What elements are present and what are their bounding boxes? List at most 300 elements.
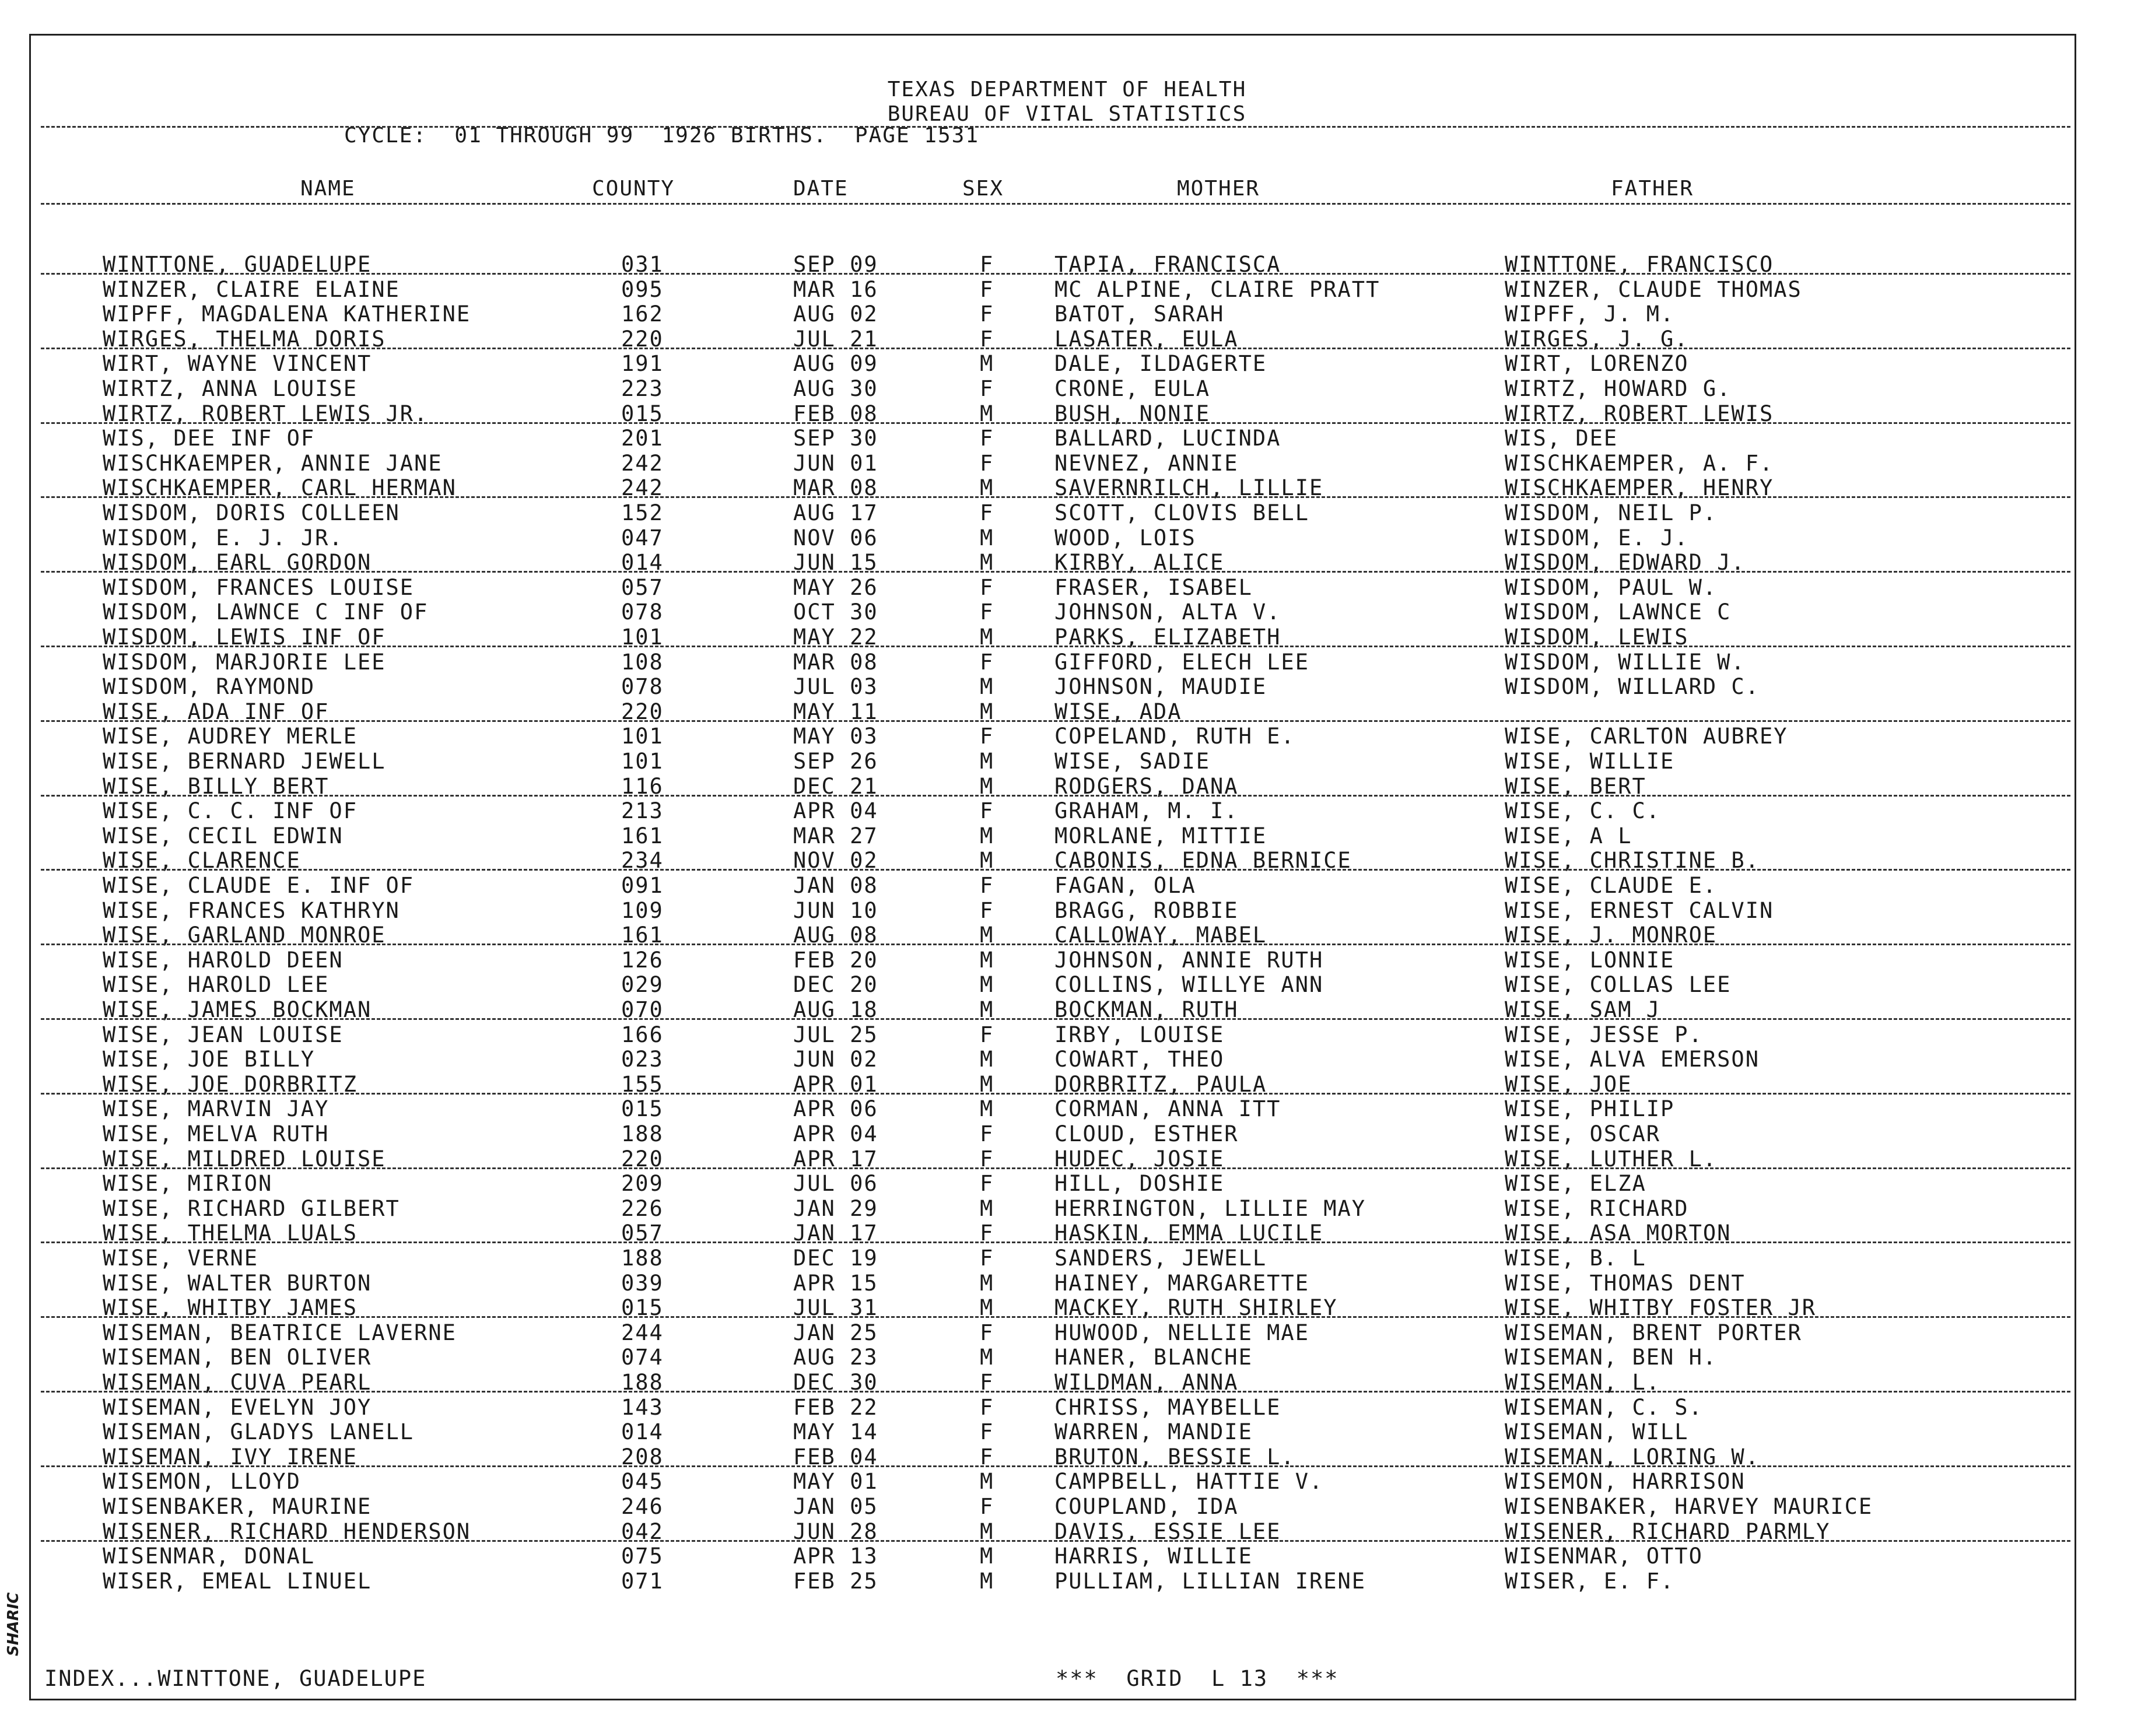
cell-mother: CLOUD, ESTHER: [1054, 1121, 1239, 1146]
table-row: [0, 873, 2134, 898]
cell-mother: MC ALPINE, CLAIRE PRATT: [1054, 276, 1380, 302]
cell-father: WISE, ASA MORTON: [1505, 1221, 1732, 1246]
cell-date: OCT 30: [793, 599, 878, 625]
table-row: [0, 1271, 2134, 1296]
cell-date: MAR 16: [793, 276, 878, 302]
cell-name: WISE, AUDREY MERLE: [103, 724, 358, 749]
cell-name: WISEMAN, GLADYS LANELL: [103, 1419, 415, 1445]
cell-name: WISE, HAROLD LEE: [103, 972, 330, 998]
cell-father: WISE, CLAUDE E.: [1505, 873, 1718, 898]
cell-county: 209: [621, 1171, 664, 1197]
table-row: [0, 426, 2134, 451]
cell-sex: M: [980, 1345, 994, 1370]
cell-sex: F: [980, 376, 994, 401]
cell-county: 070: [621, 997, 664, 1022]
divider-top: [41, 126, 2070, 128]
cell-county: 242: [621, 450, 664, 476]
cell-father: WIRT, LORENZO: [1505, 351, 1689, 377]
cell-sex: M: [980, 1071, 994, 1097]
table-row: [0, 724, 2134, 749]
cell-name: WISE, VERNE: [103, 1246, 259, 1271]
cell-mother: CABONIS, EDNA BERNICE: [1054, 848, 1352, 874]
table-row: [0, 749, 2134, 774]
cell-father: WISDOM, LEWIS: [1505, 625, 1689, 650]
cell-mother: SAVERNRILCH, LILLIE: [1054, 475, 1324, 501]
cell-mother: COLLINS, WILLYE ANN: [1054, 972, 1324, 998]
cell-county: 074: [621, 1345, 664, 1370]
cell-name: WISE, WHITBY JAMES: [103, 1295, 358, 1321]
cell-name: WISE, BERNARD JEWELL: [103, 749, 386, 774]
cell-county: 091: [621, 873, 664, 898]
cell-mother: HUWOOD, NELLIE MAE: [1054, 1320, 1309, 1345]
cell-county: 226: [621, 1195, 664, 1221]
cell-sex: F: [980, 1494, 994, 1519]
cell-county: 042: [621, 1518, 664, 1544]
row-guide-line: [41, 720, 2070, 722]
cell-mother: WISE, SADIE: [1054, 749, 1211, 774]
cell-county: 223: [621, 376, 664, 401]
table-row: [0, 972, 2134, 997]
cell-name: WISE, JOE DORBRITZ: [103, 1071, 358, 1097]
cell-sex: F: [980, 724, 994, 749]
cell-county: 201: [621, 426, 664, 451]
table-row: [0, 1246, 2134, 1271]
cell-mother: MORLANE, MITTIE: [1054, 823, 1267, 848]
cell-sex: M: [980, 674, 994, 700]
cell-sex: M: [980, 848, 994, 874]
cell-sex: M: [980, 475, 994, 501]
cell-date: AUG 08: [793, 923, 878, 948]
table-row: [0, 525, 2134, 550]
cell-name: WISENER, RICHARD HENDERSON: [103, 1518, 471, 1544]
cell-mother: IRBY, LOUISE: [1054, 1022, 1225, 1047]
cell-name: WISE, MELVA RUTH: [103, 1121, 330, 1146]
cell-county: 014: [621, 550, 664, 576]
cell-date: JUN 28: [793, 1518, 878, 1544]
cell-mother: HILL, DOSHIE: [1054, 1171, 1225, 1197]
cell-father: WIPFF, J. M.: [1505, 301, 1675, 327]
cell-father: WISE, PHILIP: [1505, 1096, 1675, 1122]
row-guide-line: [41, 422, 2070, 424]
cell-name: WISDOM, RAYMOND: [103, 674, 316, 700]
cell-name: WIRTZ, ROBERT LEWIS JR.: [103, 401, 429, 426]
cell-date: AUG 17: [793, 500, 878, 525]
cell-date: JAN 08: [793, 873, 878, 898]
cell-sex: F: [980, 798, 994, 824]
cell-mother: LASATER, EULA: [1054, 326, 1239, 352]
cell-county: 015: [621, 1096, 664, 1122]
cell-name: WISDOM, FRANCES LOUISE: [103, 574, 415, 600]
cell-name: WISEMAN, IVY IRENE: [103, 1444, 358, 1470]
cell-date: DEC 19: [793, 1246, 878, 1271]
cell-date: AUG 02: [793, 301, 878, 327]
cell-father: WIRTZ, HOWARD G.: [1505, 376, 1732, 401]
cell-date: JUL 31: [793, 1295, 878, 1321]
cell-sex: M: [980, 773, 994, 799]
cell-date: FEB 20: [793, 947, 878, 973]
cell-mother: PULLIAM, LILLIAN IRENE: [1054, 1568, 1366, 1594]
cell-mother: BATOT, SARAH: [1054, 301, 1225, 327]
table-row: [0, 351, 2134, 376]
cell-father: WISENMAR, OTTO: [1505, 1544, 1703, 1569]
table-row: [0, 798, 2134, 823]
table-row: [0, 277, 2134, 302]
cell-county: 220: [621, 699, 664, 724]
table-row: [0, 1419, 2134, 1444]
cell-name: WISE, GARLAND MONROE: [103, 923, 386, 948]
cell-sex: F: [980, 426, 994, 451]
cell-sex: F: [980, 1320, 994, 1345]
cell-name: WISE, MILDRED LOUISE: [103, 1146, 386, 1172]
cell-name: WISEMAN, BEN OLIVER: [103, 1345, 372, 1370]
cell-sex: F: [980, 276, 994, 302]
cell-father: WISDOM, NEIL P.: [1505, 500, 1718, 525]
cell-county: 166: [621, 1022, 664, 1047]
table-row: [0, 1022, 2134, 1047]
cell-county: 220: [621, 326, 664, 352]
cell-date: JUL 03: [793, 674, 878, 700]
table-row: [0, 650, 2134, 675]
column-header-county: COUNTY: [592, 177, 675, 201]
cell-name: WISE, CLARENCE: [103, 848, 301, 874]
cell-sex: F: [980, 574, 994, 600]
cell-mother: HERRINGTON, LILLIE MAY: [1054, 1195, 1366, 1221]
cell-date: JUL 06: [793, 1171, 878, 1197]
bureau-title: BUREAU OF VITAL STATISTICS: [887, 102, 1247, 126]
cell-date: JAN 17: [793, 1221, 878, 1246]
table-row: [0, 1171, 2134, 1196]
cell-name: WISE, HAROLD DEEN: [103, 947, 344, 973]
cell-father: WISEMAN, WILL: [1505, 1419, 1689, 1445]
cell-county: 126: [621, 947, 664, 973]
cell-date: MAR 27: [793, 823, 878, 848]
cell-father: WISENBAKER, HARVEY MAURICE: [1505, 1494, 1873, 1519]
cell-name: WISDOM, LEWIS INF OF: [103, 625, 386, 650]
cell-father: WISENER, RICHARD PARMLY: [1505, 1518, 1831, 1544]
cell-sex: M: [980, 1544, 994, 1569]
cell-name: WISDOM, E. J. JR.: [103, 525, 344, 550]
cell-name: WISENMAR, DONAL: [103, 1544, 316, 1569]
table-row: [0, 575, 2134, 600]
table-row: [0, 1320, 2134, 1345]
cell-county: 015: [621, 401, 664, 426]
table-row: [0, 1544, 2134, 1569]
cell-name: WISEMAN, BEATRICE LAVERNE: [103, 1320, 457, 1345]
cell-mother: FAGAN, OLA: [1054, 873, 1196, 898]
cell-sex: M: [980, 749, 994, 774]
row-guide-line: [41, 496, 2070, 498]
cell-name: WISDOM, LAWNCE C INF OF: [103, 599, 429, 625]
cell-date: JUN 01: [793, 450, 878, 476]
cell-father: WISDOM, PAUL W.: [1505, 574, 1718, 600]
cell-father: WISEMAN, L.: [1505, 1370, 1661, 1395]
cell-father: WISE, THOMAS DENT: [1505, 1270, 1746, 1296]
cell-sex: M: [980, 1096, 994, 1122]
cell-date: JAN 25: [793, 1320, 878, 1345]
cell-county: 078: [621, 599, 664, 625]
cell-name: WISEMAN, EVELYN JOY: [103, 1394, 372, 1420]
cell-county: 108: [621, 649, 664, 675]
cell-name: WISE, JEAN LOUISE: [103, 1022, 344, 1047]
cell-sex: F: [980, 1171, 994, 1197]
row-guide-line: [41, 1241, 2070, 1243]
table-row: [0, 1047, 2134, 1072]
cell-county: 188: [621, 1121, 664, 1146]
cell-date: APR 01: [793, 1071, 878, 1097]
cell-date: MAY 26: [793, 574, 878, 600]
cell-date: MAR 08: [793, 475, 878, 501]
cell-mother: FRASER, ISABEL: [1054, 574, 1253, 600]
cell-sex: M: [980, 823, 994, 848]
cell-sex: F: [980, 252, 994, 277]
cell-mother: CALLOWAY, MABEL: [1054, 923, 1267, 948]
index-footer: INDEX...WINTTONE, GUADELUPE: [44, 1666, 427, 1691]
cell-father: WISDOM, E. J.: [1505, 525, 1689, 550]
cell-mother: SANDERS, JEWELL: [1054, 1246, 1267, 1271]
cell-county: 191: [621, 351, 664, 377]
cell-mother: COWART, THEO: [1054, 1047, 1225, 1072]
cell-father: WISE, ELZA: [1505, 1171, 1646, 1197]
cell-father: WISEMON, HARRISON: [1505, 1469, 1746, 1495]
cell-father: WISER, E. F.: [1505, 1568, 1675, 1594]
cell-mother: WOOD, LOIS: [1054, 525, 1196, 550]
cell-mother: COUPLAND, IDA: [1054, 1494, 1239, 1519]
table-row: [0, 898, 2134, 923]
cell-father: WISE, LONNIE: [1505, 947, 1675, 973]
cell-date: SEP 26: [793, 749, 878, 774]
cell-name: WIPFF, MAGDALENA KATHERINE: [103, 301, 471, 327]
cell-name: WISE, C. C. INF OF: [103, 798, 358, 824]
cell-name: WIRT, WAYNE VINCENT: [103, 351, 372, 377]
cell-county: 109: [621, 897, 664, 923]
cell-father: WISE, COLLAS LEE: [1505, 972, 1732, 998]
cell-name: WINTTONE, GUADELUPE: [103, 252, 372, 277]
cell-father: WISE, B. L: [1505, 1246, 1646, 1271]
cell-date: APR 06: [793, 1096, 878, 1122]
table-row: [0, 948, 2134, 973]
cell-sex: F: [980, 326, 994, 352]
cell-father: WISE, A L: [1505, 823, 1632, 848]
cell-father: WISDOM, WILLIE W.: [1505, 649, 1746, 675]
cell-mother: JOHNSON, MAUDIE: [1054, 674, 1267, 700]
cell-date: JAN 05: [793, 1494, 878, 1519]
cell-date: APR 04: [793, 798, 878, 824]
cell-date: JAN 29: [793, 1195, 878, 1221]
cell-father: WINZER, CLAUDE THOMAS: [1505, 276, 1802, 302]
table-row: [0, 451, 2134, 476]
agency-title: TEXAS DEPARTMENT OF HEALTH: [887, 78, 1247, 101]
divider-columns: [41, 203, 2070, 205]
cell-sex: F: [980, 1246, 994, 1271]
cell-county: 143: [621, 1394, 664, 1420]
cell-mother: BRAGG, ROBBIE: [1054, 897, 1239, 923]
cell-county: 116: [621, 773, 664, 799]
cell-father: WISE, OSCAR: [1505, 1121, 1661, 1146]
cell-date: APR 04: [793, 1121, 878, 1146]
cell-sex: F: [980, 1444, 994, 1470]
cell-date: AUG 23: [793, 1345, 878, 1370]
table-row: [0, 599, 2134, 625]
cell-sex: F: [980, 1146, 994, 1172]
cell-name: WISCHKAEMPER, ANNIE JANE: [103, 450, 443, 476]
cell-sex: M: [980, 550, 994, 576]
cell-county: 155: [621, 1071, 664, 1097]
cell-name: WIRTZ, ANNA LOUISE: [103, 376, 358, 401]
cell-name: WISE, MARVIN JAY: [103, 1096, 330, 1122]
cell-date: NOV 06: [793, 525, 878, 550]
cell-sex: M: [980, 1047, 994, 1072]
cell-mother: BRUTON, BESSIE L.: [1054, 1444, 1295, 1470]
cell-name: WISDOM, EARL GORDON: [103, 550, 372, 576]
cell-date: MAY 11: [793, 699, 878, 724]
cell-date: APR 13: [793, 1544, 878, 1569]
cell-county: 045: [621, 1469, 664, 1495]
cell-county: 101: [621, 625, 664, 650]
cell-mother: JOHNSON, ANNIE RUTH: [1054, 947, 1324, 973]
cell-sex: M: [980, 401, 994, 426]
cell-county: 246: [621, 1494, 664, 1519]
table-row: [0, 674, 2134, 699]
cell-sex: M: [980, 1518, 994, 1544]
cell-father: WIRGES, J. G.: [1505, 326, 1689, 352]
cell-date: APR 17: [793, 1146, 878, 1172]
cell-father: WISE, JOE: [1505, 1071, 1632, 1097]
cell-father: WISE, SAM J: [1505, 997, 1661, 1022]
cell-name: WISDOM, DORIS COLLEEN: [103, 500, 400, 525]
cell-father: WISDOM, WILLARD C.: [1505, 674, 1760, 700]
cell-mother: HASKIN, EMMA LUCILE: [1054, 1221, 1324, 1246]
cell-date: JUL 21: [793, 326, 878, 352]
cell-mother: CHRISS, MAYBELLE: [1054, 1394, 1281, 1420]
cell-father: WISE, WILLIE: [1505, 749, 1675, 774]
cell-name: WISCHKAEMPER, CARL HERMAN: [103, 475, 457, 501]
cell-sex: M: [980, 997, 994, 1022]
cell-mother: GIFFORD, ELECH LEE: [1054, 649, 1309, 675]
cell-sex: F: [980, 1394, 994, 1420]
cell-sex: F: [980, 649, 994, 675]
cell-date: FEB 08: [793, 401, 878, 426]
cell-sex: F: [980, 301, 994, 327]
cell-sex: M: [980, 972, 994, 998]
cell-mother: BUSH, NONIE: [1054, 401, 1211, 426]
cell-county: 039: [621, 1270, 664, 1296]
cell-name: WISE, JAMES BOCKMAN: [103, 997, 372, 1022]
cell-name: WISER, EMEAL LINUEL: [103, 1568, 372, 1594]
cell-father: WISEMAN, LORING W.: [1505, 1444, 1760, 1470]
cell-county: 031: [621, 252, 664, 277]
cell-county: 057: [621, 574, 664, 600]
cell-county: 023: [621, 1047, 664, 1072]
cell-father: WINTTONE, FRANCISCO: [1505, 252, 1774, 277]
table-row: [0, 1469, 2134, 1494]
cell-mother: RODGERS, DANA: [1054, 773, 1239, 799]
row-guide-line: [41, 348, 2070, 349]
row-guide-line: [41, 795, 2070, 797]
cell-father: WISE, CHRISTINE B.: [1505, 848, 1760, 874]
cell-mother: JOHNSON, ALTA V.: [1054, 599, 1281, 625]
table-row: [0, 1569, 2134, 1594]
cell-sex: M: [980, 1270, 994, 1296]
cell-father: WISE, RICHARD: [1505, 1195, 1689, 1221]
cell-date: JUN 02: [793, 1047, 878, 1072]
cell-sex: M: [980, 525, 994, 550]
cell-father: WISE, ERNEST CALVIN: [1505, 897, 1774, 923]
row-guide-line: [41, 1167, 2070, 1169]
cell-date: MAY 14: [793, 1419, 878, 1445]
cell-county: 188: [621, 1246, 664, 1271]
row-guide-line: [41, 944, 2070, 945]
cell-sex: M: [980, 699, 994, 724]
cell-county: 188: [621, 1370, 664, 1395]
row-guide-line: [41, 1391, 2070, 1393]
cell-father: WISCHKAEMPER, A. F.: [1505, 450, 1774, 476]
table-row: [0, 1345, 2134, 1370]
cell-county: 029: [621, 972, 664, 998]
row-guide-line: [41, 1093, 2070, 1095]
cell-mother: MACKEY, RUTH SHIRLEY: [1054, 1295, 1338, 1321]
cell-sex: F: [980, 897, 994, 923]
cell-county: 213: [621, 798, 664, 824]
row-guide-line: [41, 646, 2070, 647]
cell-mother: COPELAND, RUTH E.: [1054, 724, 1295, 749]
cell-county: 162: [621, 301, 664, 327]
cell-mother: DALE, ILDAGERTE: [1054, 351, 1267, 377]
table-row: [0, 1494, 2134, 1519]
cell-name: WISEMON, LLOYD: [103, 1469, 301, 1495]
cell-father: WISE, ALVA EMERSON: [1505, 1047, 1760, 1072]
cell-county: 161: [621, 923, 664, 948]
cell-date: AUG 18: [793, 997, 878, 1022]
cell-county: 015: [621, 1295, 664, 1321]
cell-name: WIS, DEE INF OF: [103, 426, 316, 451]
cell-sex: M: [980, 1195, 994, 1221]
cell-mother: TAPIA, FRANCISCA: [1054, 252, 1281, 277]
cell-mother: HAINEY, MARGARETTE: [1054, 1270, 1309, 1296]
cell-date: APR 15: [793, 1270, 878, 1296]
cell-name: WISE, RICHARD GILBERT: [103, 1195, 400, 1221]
cell-sex: M: [980, 1295, 994, 1321]
table-row: [0, 1196, 2134, 1221]
table-row: [0, 823, 2134, 848]
cell-sex: F: [980, 500, 994, 525]
cell-father: WISEMAN, C. S.: [1505, 1394, 1703, 1420]
row-guide-line: [41, 273, 2070, 275]
cell-date: AUG 09: [793, 351, 878, 377]
row-guide-line: [41, 869, 2070, 871]
cell-date: SEP 30: [793, 426, 878, 451]
cell-county: 078: [621, 674, 664, 700]
cell-mother: DORBRITZ, PAULA: [1054, 1071, 1267, 1097]
cell-county: 234: [621, 848, 664, 874]
cell-mother: HUDEC, JOSIE: [1054, 1146, 1225, 1172]
cell-mother: CRONE, EULA: [1054, 376, 1211, 401]
cell-mother: WARREN, MANDIE: [1054, 1419, 1253, 1445]
cell-county: 057: [621, 1221, 664, 1246]
cell-date: DEC 20: [793, 972, 878, 998]
column-header-sex: SEX: [962, 177, 1004, 201]
cell-county: 047: [621, 525, 664, 550]
cell-sex: M: [980, 1469, 994, 1495]
cell-name: WISENBAKER, MAURINE: [103, 1494, 372, 1519]
cell-date: FEB 25: [793, 1568, 878, 1594]
cell-date: SEP 09: [793, 252, 878, 277]
table-row: [0, 301, 2134, 327]
cell-name: WIRGES, THELMA DORIS: [103, 326, 386, 352]
cell-sex: F: [980, 873, 994, 898]
cell-sex: M: [980, 1568, 994, 1594]
cell-date: MAY 01: [793, 1469, 878, 1495]
cell-county: 161: [621, 823, 664, 848]
